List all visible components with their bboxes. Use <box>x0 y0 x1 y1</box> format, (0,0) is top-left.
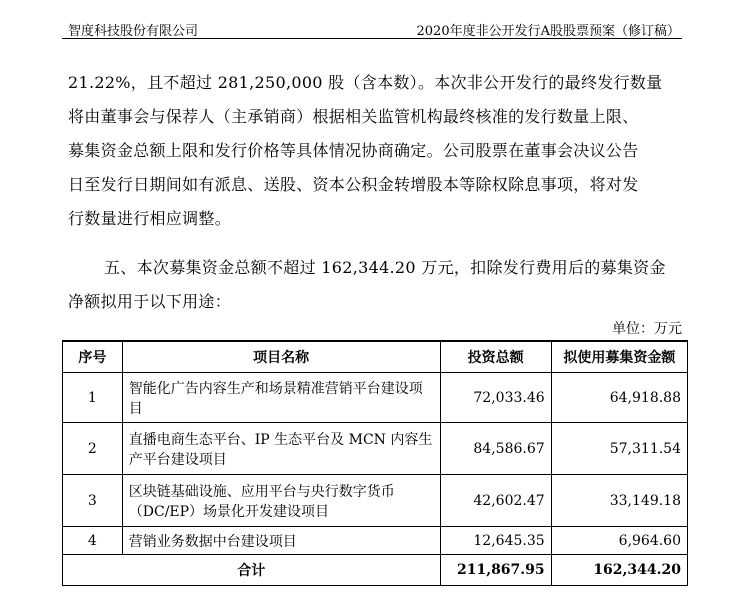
row-investment: 72,033.46 <box>440 373 551 423</box>
row-raise: 64,918.88 <box>551 373 687 423</box>
row-no: 2 <box>63 423 123 475</box>
text-line: 净额拟用于以下用途： <box>68 292 232 311</box>
table-row <box>63 373 688 423</box>
header-raise: 拟使用募集资金额 <box>551 341 687 373</box>
text-line: 将由董事会与保荐人（主承销商）根据相关监管机构最终核准的发行数量上限、 <box>68 107 639 126</box>
header-investment: 投资总额 <box>440 341 551 373</box>
row-name: 智能化广告内容生产和场景精准营销平台建设项目 <box>122 373 440 423</box>
unit-label: 单位：万元 <box>612 321 682 337</box>
total-raise: 162,344.20 <box>551 555 687 586</box>
fund-use-table <box>62 340 688 586</box>
row-name: 区块链基础设施、应用平台与央行数字货币（DC/EP）场景化开发建设项目 <box>122 475 440 527</box>
paragraph-issuance <box>68 70 680 230</box>
text-line: 行数量进行相应调整。 <box>68 209 232 228</box>
text-line: 日至发行日期间如有派息、送股、资本公积金转增股本等除权除息事项，将对发 <box>68 175 639 194</box>
total-label: 合计 <box>63 555 441 586</box>
text-line: 募集资金总额上限和发行价格等具体情况协商确定。公司股票在董事会决议公告 <box>68 141 639 160</box>
row-name: 营销业务数据中台建设项目 <box>122 527 440 555</box>
text-line: 五、本次募集资金总额不超过 162,344.20 万元，扣除发行费用后的募集资金 <box>104 258 666 277</box>
header-name: 项目名称 <box>122 341 440 373</box>
table-row <box>63 475 688 527</box>
row-investment: 12,645.35 <box>440 527 551 555</box>
document-title: 2020年度非公开发行A股股票预案（修订稿） <box>416 24 680 39</box>
page-header <box>62 18 682 39</box>
row-raise: 6,964.60 <box>551 527 687 555</box>
row-raise: 57,311.54 <box>551 423 687 475</box>
total-investment: 211,867.95 <box>440 555 551 586</box>
row-no: 3 <box>63 475 123 527</box>
row-investment: 84,586.67 <box>440 423 551 475</box>
row-raise: 33,149.18 <box>551 475 687 527</box>
row-name: 直播电商生态平台、IP 生态平台及 MCN 内容生产平台建设项目 <box>122 423 440 475</box>
paragraph-fund-use <box>68 255 680 315</box>
table-header-row <box>63 341 688 373</box>
table-row <box>63 423 688 475</box>
table-total-row <box>63 555 688 586</box>
table-row <box>63 527 688 555</box>
row-no: 1 <box>63 373 123 423</box>
text-line: 21.22%，且不超过 281,250,000 股（含本数）。本次非公开发行的最终发行数量 <box>68 73 663 92</box>
row-investment: 42,602.47 <box>440 475 551 527</box>
company-name: 智度科技股份有限公司 <box>68 24 199 39</box>
row-no: 4 <box>63 527 123 555</box>
header-no: 序号 <box>63 341 123 373</box>
